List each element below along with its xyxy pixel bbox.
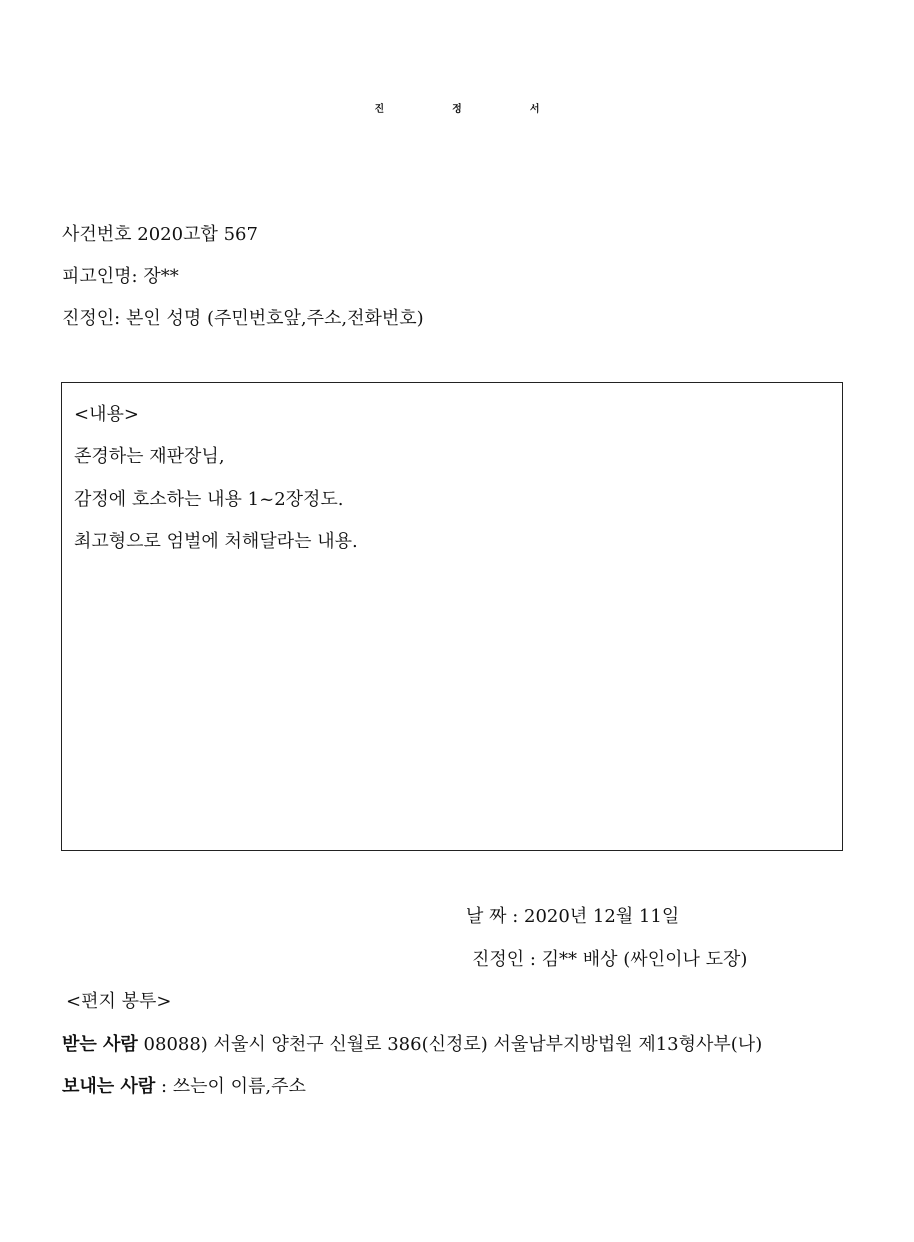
sender-info: : 쓰는이 이름,주소 [155, 1076, 306, 1097]
content-header: <내용> [74, 404, 139, 425]
envelope-header: <편지 봉투> [66, 991, 172, 1012]
content-line-3: 최고형으로 엄벌에 처해달라는 내용. [74, 531, 358, 552]
recipient-address: 08088) 서울시 양천구 신월로 386(신정로) 서울남부지방법원 제13형사부(나) [137, 1034, 763, 1055]
sender-label: 보내는 사람 [62, 1076, 156, 1097]
recipient-line [62, 1030, 762, 1056]
content-line-2: 감정에 호소하는 내용 1~2장정도. [74, 489, 344, 510]
case-number: 사건번호 2020고합 567 [62, 224, 258, 245]
date-line: 날 짜 : 2020년 12월 11일 [466, 906, 680, 927]
document-title [0, 100, 914, 115]
petitioner-info: 진정인: 본인 성명 (주민번호앞,주소,전화번호) [62, 308, 424, 329]
title-char-2: 정 [452, 104, 462, 115]
content-line-1: 존경하는 재판장님, [74, 446, 225, 467]
sender-line [62, 1072, 306, 1098]
title-char-3: 서 [529, 104, 540, 115]
signature-line: 진정인 : 김** 배상 (싸인이나 도장) [472, 949, 748, 970]
content-box [61, 382, 843, 851]
title-char-1: 진 [374, 104, 385, 115]
recipient-label: 받는 사람 [62, 1034, 138, 1055]
defendant-name: 피고인명: 장** [62, 266, 179, 287]
